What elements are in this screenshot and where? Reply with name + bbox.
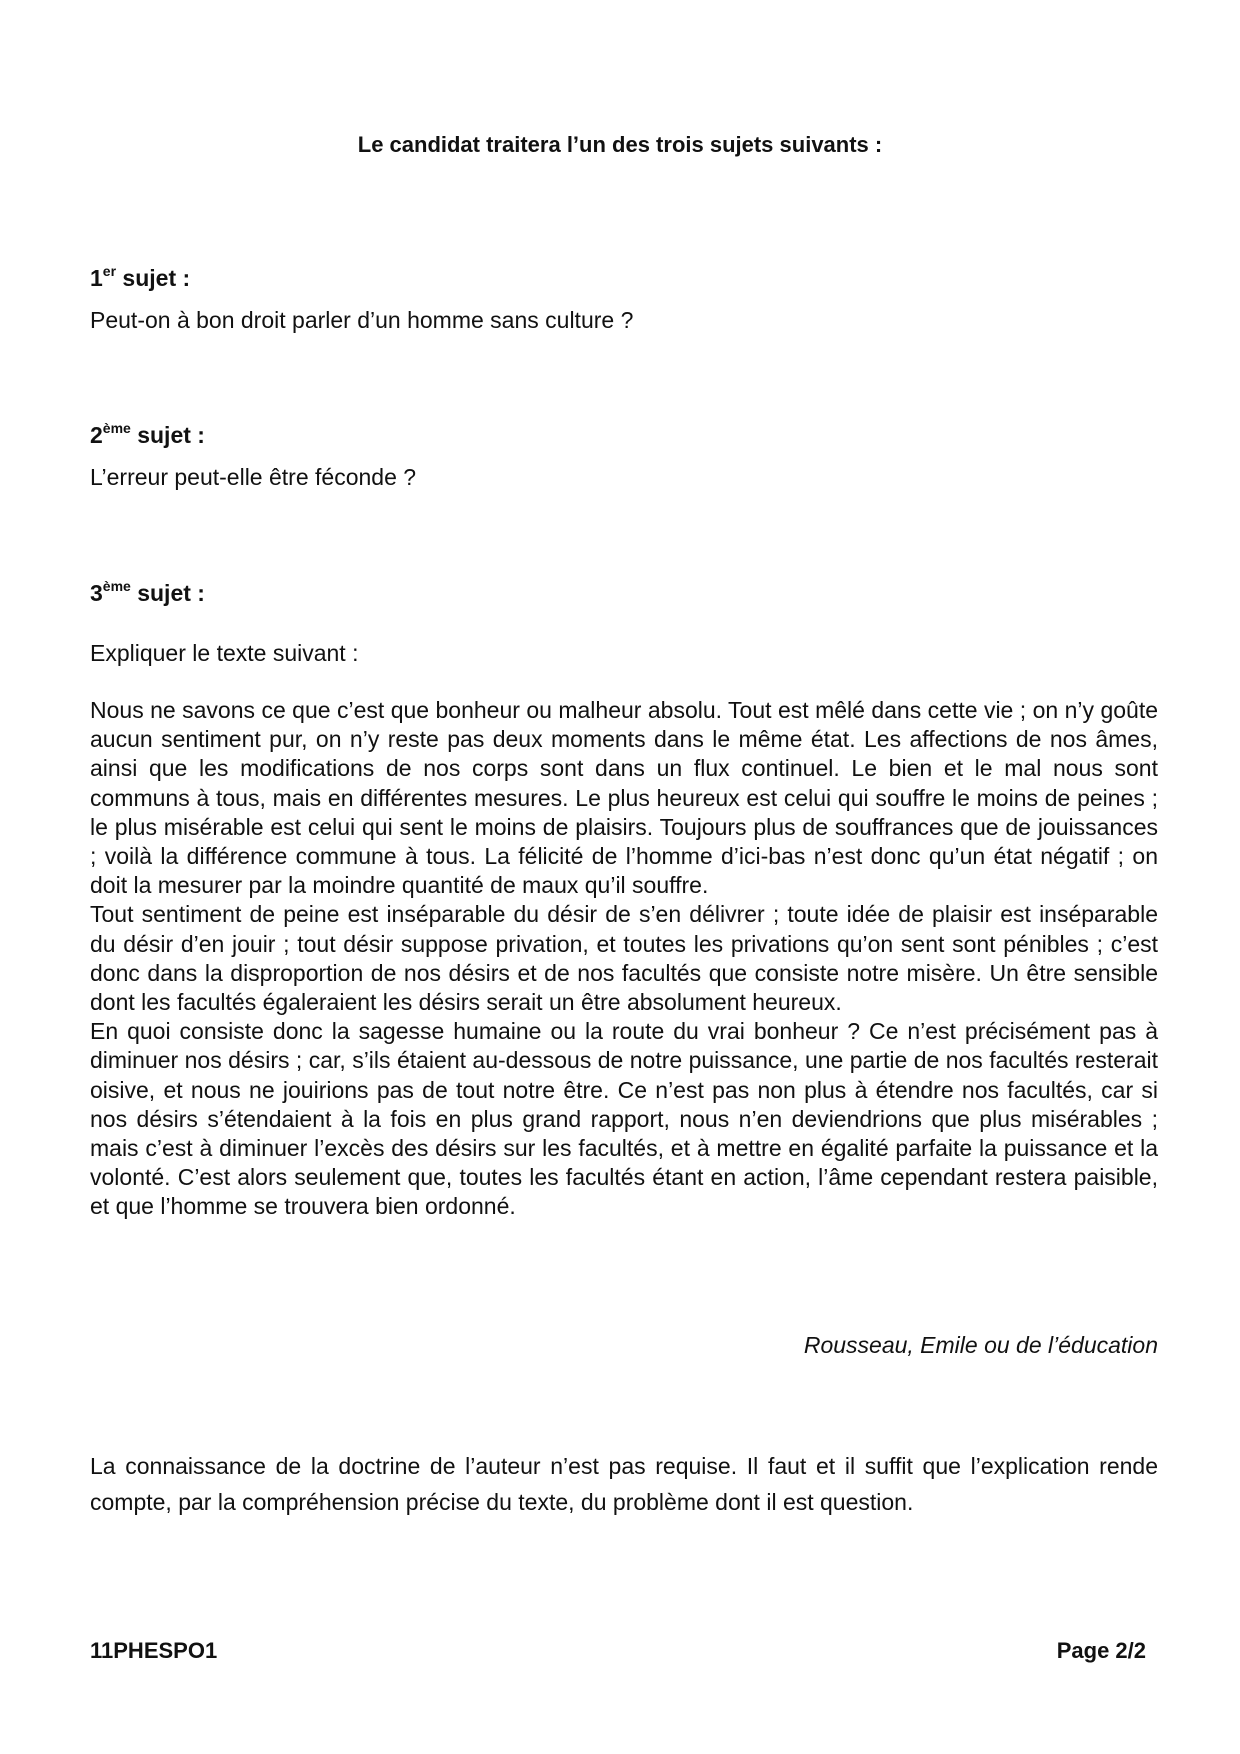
subject-2-suffix: ème xyxy=(102,420,131,436)
page-number: Page 2/2 xyxy=(1056,1638,1146,1663)
subject-1-suffix: er xyxy=(102,263,117,279)
subject-3-title xyxy=(90,580,205,607)
subject-2-question: L’erreur peut-elle être féconde ? xyxy=(90,464,417,490)
explanation-instruction: Expliquer le texte suivant : xyxy=(90,640,359,666)
subject-3-label: sujet : xyxy=(137,580,205,606)
subject-1-label: sujet : xyxy=(122,265,191,291)
subject-1-number: 1 xyxy=(90,265,103,291)
passage-attribution: Rousseau, Emile ou de l’éducation xyxy=(803,1332,1158,1358)
passage-paragraph-1: Nous ne savons ce que c’est que bonheur ou malheur absolu. Tout est mêlé dans cette vie ; on n’y goûte aucun sentiment pur, on n’y reste pas deux moments dans le même état. Les affections de nos âmes, ainsi que les modifications de nos corps sont dans un flux continuel. Le bien et le mal nous sont communs à tous, mais en différentes mesures. Le plus heureux est celui qui souffre le moins de peines ; le plus misérable est celui qui sent le moins de plaisirs. Toujours plus de souffrances que de jouissances ; voilà la différence commune à tous. La félicité de l’homme d’ici-bas n’est donc qu’un état négatif ; on doit la mesurer par la moindre quantité de maux qu’il souffre. xyxy=(90,697,1158,899)
page-heading: Le candidat traitera l’un des trois sujets suivants : xyxy=(357,132,883,157)
subject-1-question: Peut-on à bon droit parler d’un homme sans culture ? xyxy=(90,307,634,333)
explanation-note: La connaissance de la doctrine de l’auteur n’est pas requise. Il faut et il suffit que l’explication rende compte, par la compréhension précise du texte, du problème dont il est question. xyxy=(90,1453,1158,1515)
subject-2-number: 2 xyxy=(90,422,103,448)
passage-paragraph-2: Tout sentiment de peine est inséparable du désir de s’en délivrer ; toute idée de plaisir est inséparable du désir d’en jouir ; tout désir suppose privation, et toutes les privations qu’on sent sont pénibles ; c’est donc dans la disproportion de nos désirs et de nos facultés que consiste notre misère. Un être sensible dont les facultés égaleraient les désirs serait un être absolument heureux. xyxy=(90,901,1158,1016)
subject-2-label: sujet : xyxy=(137,422,205,448)
text-passage xyxy=(90,696,1158,1222)
subject-3-number: 3 xyxy=(90,580,103,606)
subject-3-suffix: ème xyxy=(102,578,131,594)
subject-2-title xyxy=(90,422,205,449)
exam-code: 11PHESPO1 xyxy=(90,1638,218,1663)
subject-1-title xyxy=(90,265,190,292)
passage-paragraph-3: En quoi consiste donc la sagesse humaine ou la route du vrai bonheur ? Ce n’est précisément pas à diminuer nos désirs ; car, s’ils étaient au-dessous de notre puissance, une partie de nos facultés resterait oisive, et nous ne jouirions pas de tout notre être. Ce n’est pas non plus à étendre nos facultés, car si nos désirs s’étendaient à la fois en plus grand rapport, nous n’en deviendrions que plus misérables ; mais c’est à diminuer l’excès des désirs sur les facultés, et à mettre en égalité parfaite la puissance et la volonté. C’est alors seulement que, toutes les facultés étant en action, l’âme cependant restera paisible, et que l’homme se trouvera bien ordonné. xyxy=(90,1018,1158,1220)
